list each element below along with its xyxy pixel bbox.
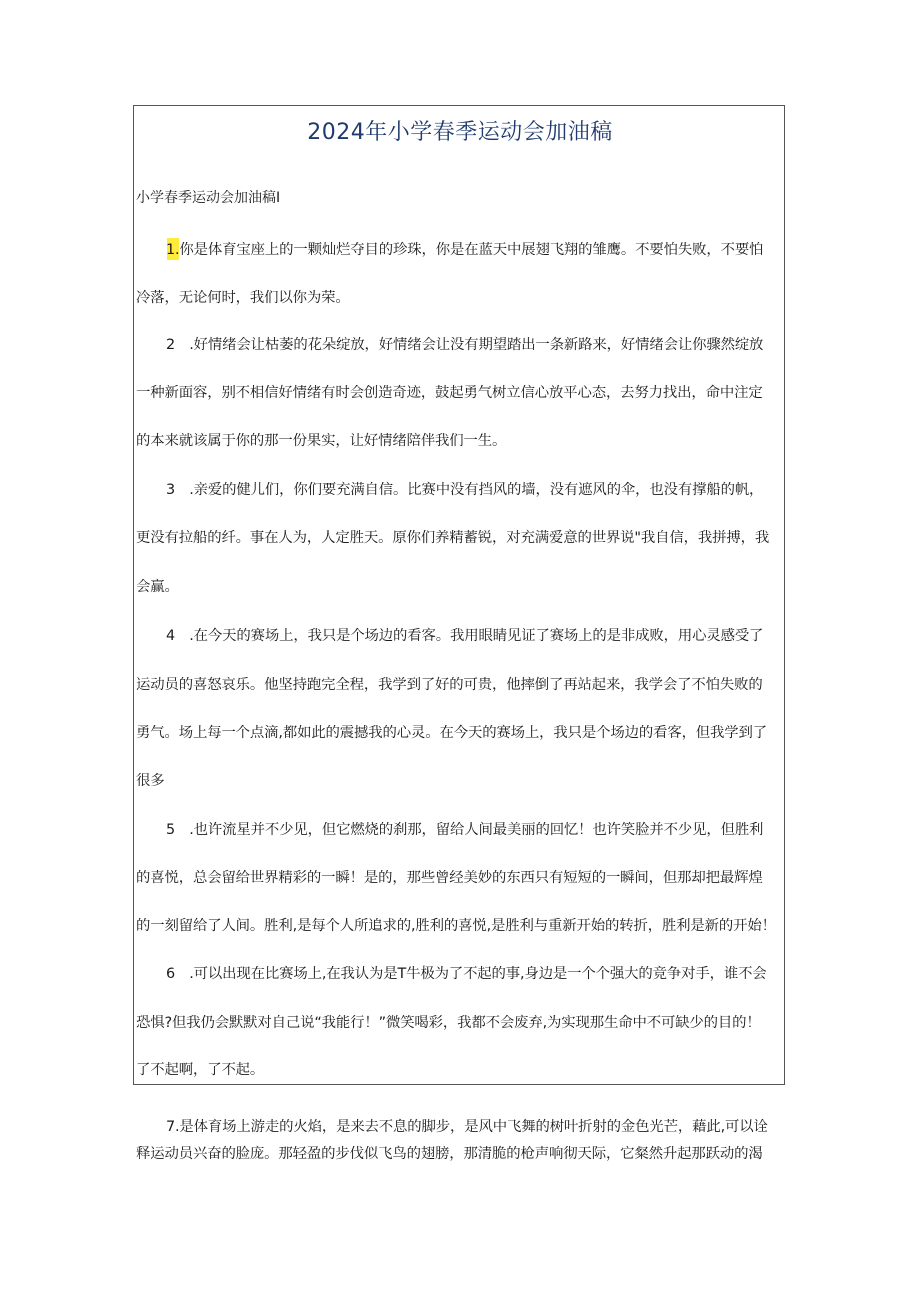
text-line: 5 .也许流星并不少见，但它燃烧的刹那，留给人间最美丽的回忆！也许笑脸并不少见，但胜利 xyxy=(166,822,764,838)
text-line: 恐惧?但我仍会默默对自己说“我能行！”微笑喝彩，我都不会废弃,为实现那生命中不可缺少的目的！ xyxy=(136,1015,761,1031)
text-line-outside: 释运动员兴奋的脸庞。那轻盈的步伐似飞鸟的翅膀，那清脆的枪声响彻天际，它粲然升起那跃动的渴 xyxy=(136,1146,763,1162)
text-line: 的喜悦，总会留给世界精彩的一瞬！是的，那些曾经美妙的东西只有短短的一瞬间，但那却把最辉煌 xyxy=(136,870,763,886)
subtitle: 小学春季运动会加油稿I xyxy=(136,190,281,206)
text-line: 2 .好情绪会让枯萎的花朵绽放，好情绪会让没有期望踏出一条新路来，好情绪会让你骤然绽放 xyxy=(166,337,764,353)
text-line: 的本来就该属于你的那一份果实，让好情绪陪伴我们一生。 xyxy=(136,433,507,449)
text-line-outside: 7.是体育场上游走的火焰，是来去不息的脚步，是风中飞舞的树叶折射的金色光芒，藉此,可以诠 xyxy=(166,1119,768,1135)
text-line: 勇气。场上每一个点滴,都如此的震撼我的心灵。在今天的赛场上，我只是个场边的看客，但我学到了 xyxy=(136,725,768,741)
text-line: 一种新面容，别不相信好情绪有时会创造奇迹，鼓起勇气树立信心放平心态，去努力找出，命中注定 xyxy=(136,385,763,401)
text-line: 很多 xyxy=(136,773,165,789)
page-title: 2024年小学春季运动会加油稿 xyxy=(307,120,613,145)
text-line: 了不起啊，了不起。 xyxy=(136,1062,265,1078)
text-line: 6 .可以出现在比赛场上,在我认为是T牛极为了不起的事,身边是一个个强大的竞争对手，谁不会 xyxy=(166,966,767,982)
text-line: 运动员的喜怒哀乐。他坚持跑完全程，我学到了好的可贵，他摔倒了再站起来，我学会了不怕失败的 xyxy=(136,677,763,693)
text-line: 冷落，无论何时，我们以你为荣。 xyxy=(136,290,350,306)
text-line: 更没有拉船的纤。事在人为，人定胜天。原你们养精蓄锐，对充满爱意的世界说"我自信，我拼搏，我 xyxy=(136,530,770,546)
text-line: 3 .亲爱的健儿们，你们要充满自信。比赛中没有挡风的墙，没有遮风的伞，也没有撑船的帆， xyxy=(166,482,764,498)
text-line: 4 .在今天的赛场上，我只是个场边的看客。我用眼睛见证了赛场上的是非成败，用心灵感受了 xyxy=(166,628,764,644)
text-line: 会赢。 xyxy=(136,579,179,595)
text-line: 1.你是体育宝座上的一颗灿烂夺目的珍珠，你是在蓝天中展翅飞翔的雏鹰。不要怕失败，不要怕 xyxy=(166,242,764,258)
text-line: 的一刻留给了人间。胜利,是每个人所追求的,胜利的喜悦,是胜利与重新开始的转折，胜利是新的开始！ xyxy=(136,918,776,934)
